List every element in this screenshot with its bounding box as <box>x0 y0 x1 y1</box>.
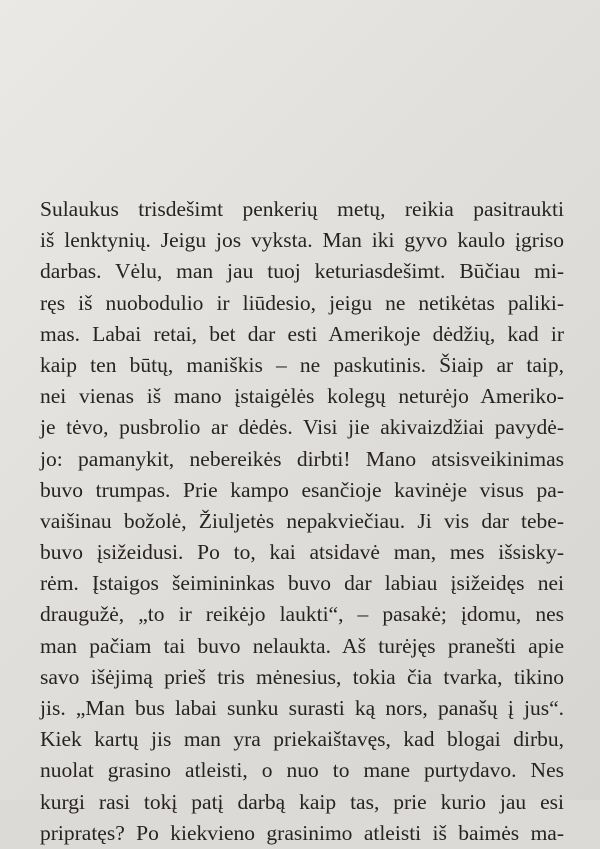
text-line: savo išėjimą prieš tris mėnesius, tokia čia tvarka, tikino <box>40 664 564 689</box>
body-text <box>40 194 564 849</box>
text-line: je tėvo, pusbrolio ar dėdės. Visi jie akivaizdžiai pavydė- <box>40 415 564 440</box>
text-line: vaišinau božolė, Žiuljetės nepakviečiau. Ji vis dar tebe- <box>40 508 564 533</box>
text-line: nei vienas iš mano įstaigėlės kolegų neturėjo Ameriko- <box>40 384 564 409</box>
text-line: kaip ten būtų, maniškis – ne paskutinis. Šiaip ar taip, <box>40 352 564 377</box>
text-line: ręs iš nuobodulio ir liūdesio, jeigu ne netikėtas paliki- <box>40 290 564 315</box>
text-line: pripratęs? Po kiekvieno grasinimo atleisti iš baimės ma- <box>40 820 564 845</box>
text-line: Kiek kartų jis man yra priekaištavęs, kad blogai dirbu, <box>40 727 564 752</box>
text-line: iš lenktynių. Jeigu jos vyksta. Man iki gyvo kaulo įgriso <box>40 228 564 253</box>
text-line: buvo įsižeidusi. Po to, kai atsidavė man, mes išsisky- <box>40 540 564 565</box>
text-line: man pačiam tai buvo nelaukta. Aš turėjęs pranešti apie <box>40 633 564 658</box>
text-line: nuolat grasino atleisti, o nuo to mane purtydavo. Nes <box>40 758 564 783</box>
text-line: Sulaukus trisdešimt penkerių metų, reikia pasitraukti <box>40 197 564 221</box>
text-line: darbas. Vėlu, man jau tuoj keturiasdešimt. Būčiau mi- <box>40 259 564 284</box>
text-line: kurgi rasi tokį patį darbą kaip tas, prie kurio jau esi <box>40 789 564 814</box>
text-line: draugužė, „to ir reikėjo laukti“, – pasakė; įdomu, nes <box>40 602 564 627</box>
text-line: buvo trumpas. Prie kampo esančioje kavinėje visus pa- <box>40 477 564 502</box>
text-line: jo: pamanykit, nebereikės dirbti! Mano atsisveikinimas <box>40 446 564 471</box>
text-line: jis. „Man bus labai sunku surasti ką nors, panašų į jus“. <box>40 696 564 720</box>
text-line: mas. Labai retai, bet dar esti Amerikoje dėdžių, kad ir <box>40 321 564 346</box>
text-line: rėm. Įstaigos šeimininkas buvo dar labiau įsižeidęs nei <box>40 571 564 596</box>
